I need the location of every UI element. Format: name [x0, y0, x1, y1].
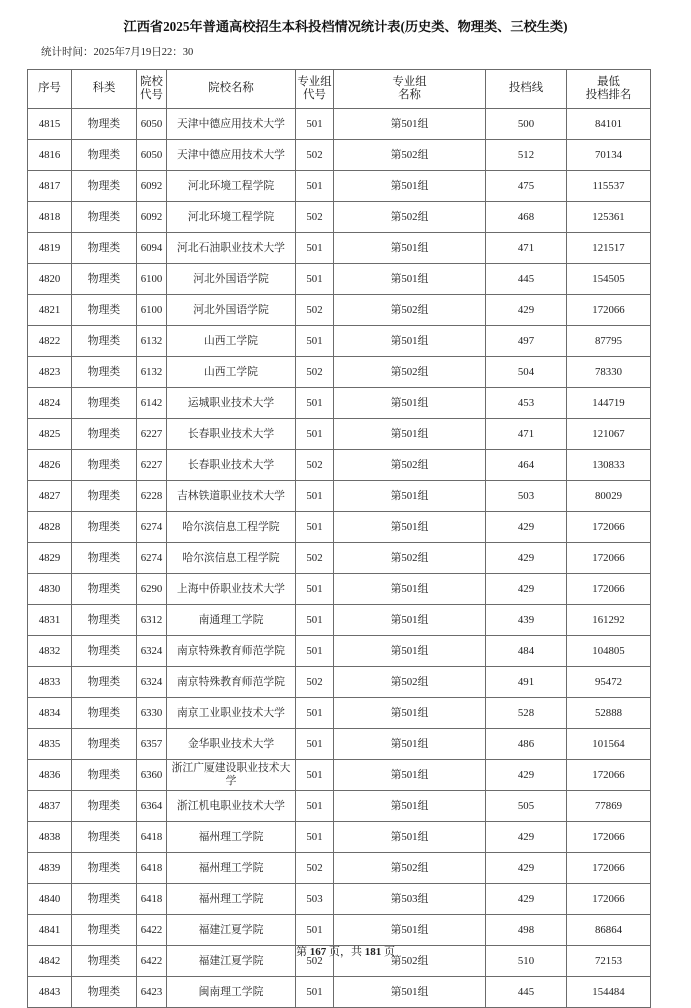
- table-row: [28, 326, 651, 357]
- col-header-score-line: [486, 70, 567, 109]
- cell-min-rank: 87795: [567, 326, 651, 357]
- cell-seq: 4832: [28, 636, 72, 667]
- cell-seq: 4842: [28, 946, 72, 977]
- col-header-category: [72, 70, 137, 109]
- cell-group-code: 501: [296, 574, 334, 605]
- cell-school-name: 河北外国语学院: [167, 264, 296, 295]
- cell-category: 物理类: [72, 140, 137, 171]
- cell-category: 物理类: [72, 915, 137, 946]
- cell-school-code: 6422: [137, 915, 167, 946]
- cell-group-code: 501: [296, 698, 334, 729]
- cell-group-name: 第501组: [334, 915, 486, 946]
- cell-group-name: 第501组: [334, 698, 486, 729]
- cell-school-code: 6050: [137, 140, 167, 171]
- col-header-school-code-line1: 院校: [140, 75, 163, 88]
- cell-group-code: 501: [296, 388, 334, 419]
- cell-min-rank: 72153: [567, 946, 651, 977]
- cell-seq: 4840: [28, 884, 72, 915]
- table-row: [28, 140, 651, 171]
- cell-category: 物理类: [72, 109, 137, 140]
- cell-seq: 4834: [28, 698, 72, 729]
- cell-seq: 4829: [28, 543, 72, 574]
- cell-school-name: 河北外国语学院: [167, 295, 296, 326]
- cell-school-name: 南京特殊教育师范学院: [167, 636, 296, 667]
- cell-school-code: 6422: [137, 946, 167, 977]
- cell-school-name: 长春职业技术大学: [167, 419, 296, 450]
- cell-group-code: 502: [296, 450, 334, 481]
- cell-group-code: 501: [296, 326, 334, 357]
- cell-min-rank: 130833: [567, 450, 651, 481]
- cell-min-rank: 121067: [567, 419, 651, 450]
- cell-school-code: 6050: [137, 109, 167, 140]
- cell-school-code: 6330: [137, 698, 167, 729]
- cell-school-name: 浙江机电职业技术大学: [167, 791, 296, 822]
- cell-min-rank: 101564: [567, 729, 651, 760]
- col-header-min-rank-line1: 最低: [597, 75, 620, 88]
- cell-category: 物理类: [72, 884, 137, 915]
- cell-school-name: 哈尔滨信息工程学院: [167, 512, 296, 543]
- table-row: [28, 822, 651, 853]
- cell-school-name: 福州理工学院: [167, 884, 296, 915]
- table-row: [28, 667, 651, 698]
- cell-school-name: 山西工学院: [167, 357, 296, 388]
- cell-school-code: 6274: [137, 512, 167, 543]
- cell-seq: 4828: [28, 512, 72, 543]
- cell-group-name: 第501组: [334, 791, 486, 822]
- cell-school-name: 上海中侨职业技术大学: [167, 574, 296, 605]
- cell-school-code: 6364: [137, 791, 167, 822]
- cell-group-name: 第501组: [334, 388, 486, 419]
- cell-category: 物理类: [72, 760, 137, 791]
- table-header: [28, 70, 651, 109]
- cell-seq: 4818: [28, 202, 72, 233]
- table-row: [28, 295, 651, 326]
- cell-min-rank: 77869: [567, 791, 651, 822]
- cell-group-code: 501: [296, 915, 334, 946]
- cell-seq: 4817: [28, 171, 72, 202]
- cell-score-line: 471: [486, 233, 567, 264]
- cell-group-name: 第502组: [334, 450, 486, 481]
- cell-group-code: 503: [296, 884, 334, 915]
- col-header-category-line1: 科类: [92, 82, 116, 95]
- cell-min-rank: 172066: [567, 884, 651, 915]
- cell-school-name: 天津中德应用技术大学: [167, 140, 296, 171]
- cell-school-name: 运城职业技术大学: [167, 388, 296, 419]
- cell-min-rank: 172066: [567, 822, 651, 853]
- cell-school-code: 6092: [137, 202, 167, 233]
- cell-group-code: 501: [296, 109, 334, 140]
- cell-group-code: 502: [296, 543, 334, 574]
- footer-middle: 页，共: [329, 946, 362, 958]
- cell-group-code: 501: [296, 605, 334, 636]
- cell-school-name: 福州理工学院: [167, 822, 296, 853]
- cell-score-line: 497: [486, 326, 567, 357]
- cell-school-name: 南京工业职业技术大学: [167, 698, 296, 729]
- cell-seq: 4823: [28, 357, 72, 388]
- cell-group-name: 第501组: [334, 977, 486, 1008]
- cell-school-name: 天津中德应用技术大学: [167, 109, 296, 140]
- cell-school-name: 南通理工学院: [167, 605, 296, 636]
- col-header-school-code-line2: 代号: [140, 89, 163, 101]
- table-row: [28, 574, 651, 605]
- cell-group-name: 第502组: [334, 140, 486, 171]
- cell-category: 物理类: [72, 729, 137, 760]
- cell-category: 物理类: [72, 481, 137, 512]
- col-header-school-name-line1: 院校名称: [208, 82, 254, 95]
- table-row: [28, 512, 651, 543]
- cell-school-code: 6100: [137, 264, 167, 295]
- table-row: [28, 884, 651, 915]
- table-row: [28, 853, 651, 884]
- col-header-group-code-line2: 代号: [303, 89, 326, 101]
- page-title: 江西省2025年普通高校招生本科投档情况统计表(历史类、物理类、三校生类): [123, 19, 568, 34]
- table-row: [28, 791, 651, 822]
- col-header-school-name: [167, 70, 296, 109]
- cell-min-rank: 144719: [567, 388, 651, 419]
- col-header-score-line-line1: 投档线: [508, 82, 544, 95]
- table-row: [28, 109, 651, 140]
- cell-category: 物理类: [72, 543, 137, 574]
- cell-school-code: 6227: [137, 419, 167, 450]
- table-row: [28, 729, 651, 760]
- table-row: [28, 450, 651, 481]
- cell-group-name: 第501组: [334, 171, 486, 202]
- cell-group-code: 501: [296, 171, 334, 202]
- cell-school-name: 浙江广厦建设职业技术大学: [167, 760, 296, 791]
- col-header-min-rank: [567, 70, 651, 109]
- cell-category: 物理类: [72, 357, 137, 388]
- cell-seq: 4822: [28, 326, 72, 357]
- cell-category: 物理类: [72, 574, 137, 605]
- col-header-school-code: [137, 70, 167, 109]
- cell-min-rank: 154484: [567, 977, 651, 1008]
- cell-category: 物理类: [72, 388, 137, 419]
- table-row: [28, 605, 651, 636]
- cell-group-name: 第502组: [334, 543, 486, 574]
- cell-seq: 4821: [28, 295, 72, 326]
- cell-school-code: 6357: [137, 729, 167, 760]
- footer-total-pages: 181: [364, 946, 382, 958]
- cell-min-rank: 115537: [567, 171, 651, 202]
- cell-score-line: 429: [486, 822, 567, 853]
- cell-category: 物理类: [72, 667, 137, 698]
- cell-school-name: 哈尔滨信息工程学院: [167, 543, 296, 574]
- col-header-group-code: [296, 70, 334, 109]
- cell-group-code: 501: [296, 977, 334, 1008]
- cell-school-code: 6290: [137, 574, 167, 605]
- cell-group-name: 第502组: [334, 357, 486, 388]
- cell-score-line: 498: [486, 915, 567, 946]
- cell-group-code: 502: [296, 853, 334, 884]
- footer-prefix: 第: [296, 946, 307, 958]
- cell-school-code: 6228: [137, 481, 167, 512]
- cell-group-name: 第501组: [334, 326, 486, 357]
- table-row: [28, 543, 651, 574]
- cell-group-name: 第501组: [334, 729, 486, 760]
- cell-seq: 4819: [28, 233, 72, 264]
- cell-group-name: 第501组: [334, 264, 486, 295]
- cell-score-line: 468: [486, 202, 567, 233]
- cell-min-rank: 154505: [567, 264, 651, 295]
- cell-category: 物理类: [72, 450, 137, 481]
- cell-school-name: 福建江夏学院: [167, 946, 296, 977]
- cell-group-name: 第502组: [334, 202, 486, 233]
- cell-min-rank: 172066: [567, 574, 651, 605]
- cell-group-name: 第503组: [334, 884, 486, 915]
- cell-school-name: 福州理工学院: [167, 853, 296, 884]
- cell-category: 物理类: [72, 946, 137, 977]
- cell-min-rank: 161292: [567, 605, 651, 636]
- cell-category: 物理类: [72, 822, 137, 853]
- cell-score-line: 429: [486, 543, 567, 574]
- table-row: [28, 419, 651, 450]
- cell-score-line: 445: [486, 977, 567, 1008]
- cell-min-rank: 172066: [567, 295, 651, 326]
- cell-score-line: 528: [486, 698, 567, 729]
- cell-school-code: 6132: [137, 357, 167, 388]
- cell-score-line: 445: [486, 264, 567, 295]
- cell-score-line: 464: [486, 450, 567, 481]
- cell-school-code: 6423: [137, 977, 167, 1008]
- cell-school-code: 6324: [137, 636, 167, 667]
- cell-score-line: 429: [486, 884, 567, 915]
- table-container: [27, 69, 650, 1008]
- cell-score-line: 503: [486, 481, 567, 512]
- cell-seq: 4815: [28, 109, 72, 140]
- cell-score-line: 512: [486, 140, 567, 171]
- col-header-group-code-line1: 专业组: [297, 75, 332, 88]
- cell-group-code: 501: [296, 760, 334, 791]
- cell-seq: 4837: [28, 791, 72, 822]
- cell-seq: 4839: [28, 853, 72, 884]
- cell-category: 物理类: [72, 512, 137, 543]
- cell-seq: 4820: [28, 264, 72, 295]
- cell-school-code: 6094: [137, 233, 167, 264]
- cell-category: 物理类: [72, 326, 137, 357]
- cell-score-line: 439: [486, 605, 567, 636]
- col-header-min-rank-line2: 投档排名: [585, 89, 632, 101]
- cell-score-line: 453: [486, 388, 567, 419]
- cell-score-line: 429: [486, 295, 567, 326]
- cell-group-name: 第501组: [334, 419, 486, 450]
- cell-category: 物理类: [72, 264, 137, 295]
- cell-school-name: 长春职业技术大学: [167, 450, 296, 481]
- cell-category: 物理类: [72, 853, 137, 884]
- cell-seq: 4824: [28, 388, 72, 419]
- cell-score-line: 471: [486, 419, 567, 450]
- cell-group-code: 501: [296, 512, 334, 543]
- cell-group-code: 501: [296, 233, 334, 264]
- cell-group-code: 502: [296, 295, 334, 326]
- cell-group-name: 第501组: [334, 481, 486, 512]
- col-header-group-name-line2: 名称: [398, 89, 421, 101]
- cell-min-rank: 172066: [567, 543, 651, 574]
- cell-seq: 4826: [28, 450, 72, 481]
- cell-category: 物理类: [72, 791, 137, 822]
- cell-score-line: 475: [486, 171, 567, 202]
- cell-group-name: 第502组: [334, 667, 486, 698]
- cell-seq: 4825: [28, 419, 72, 450]
- cell-min-rank: 80029: [567, 481, 651, 512]
- table-row: [28, 171, 651, 202]
- cell-group-code: 501: [296, 481, 334, 512]
- cell-school-name: 山西工学院: [167, 326, 296, 357]
- cell-group-name: 第501组: [334, 512, 486, 543]
- cell-seq: 4831: [28, 605, 72, 636]
- cell-school-name: 河北石油职业技术大学: [167, 233, 296, 264]
- table-row: [28, 636, 651, 667]
- table-row: [28, 915, 651, 946]
- col-header-group-name: [334, 70, 486, 109]
- table-row: [28, 388, 651, 419]
- cell-score-line: 500: [486, 109, 567, 140]
- cell-group-code: 501: [296, 264, 334, 295]
- cell-school-name: 河北环境工程学院: [167, 202, 296, 233]
- cell-seq: 4830: [28, 574, 72, 605]
- cell-school-code: 6418: [137, 822, 167, 853]
- cell-group-code: 501: [296, 636, 334, 667]
- cell-score-line: 429: [486, 512, 567, 543]
- cell-school-code: 6360: [137, 760, 167, 791]
- cell-group-name: 第502组: [334, 946, 486, 977]
- statistics-time: 统计时间：2025年7月19日22：30: [41, 47, 194, 58]
- col-header-seq-line1: 序号: [38, 82, 61, 95]
- col-header-seq: [28, 70, 72, 109]
- cell-school-name: 河北环境工程学院: [167, 171, 296, 202]
- cell-seq: 4827: [28, 481, 72, 512]
- cell-school-code: 6274: [137, 543, 167, 574]
- cell-seq: 4835: [28, 729, 72, 760]
- table-row: [28, 481, 651, 512]
- cell-category: 物理类: [72, 202, 137, 233]
- cell-group-code: 501: [296, 822, 334, 853]
- cell-min-rank: 95472: [567, 667, 651, 698]
- cell-school-code: 6092: [137, 171, 167, 202]
- cell-group-name: 第501组: [334, 605, 486, 636]
- cell-score-line: 491: [486, 667, 567, 698]
- cell-school-name: 福建江夏学院: [167, 915, 296, 946]
- admission-table: [27, 69, 651, 1008]
- cell-school-code: 6132: [137, 326, 167, 357]
- cell-group-code: 502: [296, 202, 334, 233]
- cell-score-line: 429: [486, 760, 567, 791]
- cell-group-code: 501: [296, 791, 334, 822]
- table-row: [28, 202, 651, 233]
- cell-group-code: 501: [296, 729, 334, 760]
- table-row: [28, 760, 651, 791]
- cell-min-rank: 104805: [567, 636, 651, 667]
- cell-seq: 4841: [28, 915, 72, 946]
- cell-score-line: 505: [486, 791, 567, 822]
- cell-score-line: 484: [486, 636, 567, 667]
- cell-group-name: 第501组: [334, 822, 486, 853]
- cell-min-rank: 84101: [567, 109, 651, 140]
- header-row: [28, 70, 651, 109]
- cell-score-line: 510: [486, 946, 567, 977]
- table-row: [28, 698, 651, 729]
- table-row: [28, 264, 651, 295]
- cell-min-rank: 172066: [567, 853, 651, 884]
- cell-school-code: 6324: [137, 667, 167, 698]
- cell-school-name: 南京特殊教育师范学院: [167, 667, 296, 698]
- cell-score-line: 486: [486, 729, 567, 760]
- cell-min-rank: 70134: [567, 140, 651, 171]
- cell-min-rank: 125361: [567, 202, 651, 233]
- cell-group-code: 502: [296, 667, 334, 698]
- cell-min-rank: 121517: [567, 233, 651, 264]
- cell-min-rank: 172066: [567, 512, 651, 543]
- cell-school-name: 金华职业技术大学: [167, 729, 296, 760]
- cell-school-name: 闽南理工学院: [167, 977, 296, 1008]
- cell-school-code: 6227: [137, 450, 167, 481]
- footer-current-page: 167: [309, 946, 327, 958]
- cell-category: 物理类: [72, 171, 137, 202]
- cell-category: 物理类: [72, 419, 137, 450]
- cell-school-code: 6418: [137, 853, 167, 884]
- cell-group-name: 第501组: [334, 760, 486, 791]
- cell-seq: 4833: [28, 667, 72, 698]
- cell-group-name: 第502组: [334, 295, 486, 326]
- cell-school-code: 6142: [137, 388, 167, 419]
- cell-score-line: 429: [486, 853, 567, 884]
- cell-school-name: 吉林铁道职业技术大学: [167, 481, 296, 512]
- cell-school-code: 6100: [137, 295, 167, 326]
- cell-group-code: 502: [296, 946, 334, 977]
- table-row: [28, 233, 651, 264]
- cell-category: 物理类: [72, 698, 137, 729]
- table-body: [28, 109, 651, 1008]
- cell-category: 物理类: [72, 605, 137, 636]
- cell-group-code: 502: [296, 357, 334, 388]
- cell-score-line: 504: [486, 357, 567, 388]
- cell-min-rank: 172066: [567, 760, 651, 791]
- cell-min-rank: 52888: [567, 698, 651, 729]
- page-footer: [0, 943, 691, 959]
- cell-group-name: 第501组: [334, 636, 486, 667]
- cell-seq: 4816: [28, 140, 72, 171]
- cell-group-code: 501: [296, 419, 334, 450]
- cell-group-name: 第501组: [334, 574, 486, 605]
- cell-seq: 4836: [28, 760, 72, 791]
- table-row: [28, 357, 651, 388]
- cell-seq: 4843: [28, 977, 72, 1008]
- cell-school-code: 6312: [137, 605, 167, 636]
- cell-category: 物理类: [72, 636, 137, 667]
- table-row: [28, 977, 651, 1008]
- cell-category: 物理类: [72, 233, 137, 264]
- cell-school-code: 6418: [137, 884, 167, 915]
- cell-min-rank: 78330: [567, 357, 651, 388]
- cell-category: 物理类: [72, 295, 137, 326]
- col-header-group-name-line1: 专业组: [392, 75, 427, 88]
- cell-group-code: 502: [296, 140, 334, 171]
- cell-group-name: 第502组: [334, 853, 486, 884]
- footer-suffix: 页: [384, 946, 395, 958]
- cell-group-name: 第501组: [334, 233, 486, 264]
- cell-group-name: 第501组: [334, 109, 486, 140]
- cell-category: 物理类: [72, 977, 137, 1008]
- cell-seq: 4838: [28, 822, 72, 853]
- cell-min-rank: 86864: [567, 915, 651, 946]
- cell-score-line: 429: [486, 574, 567, 605]
